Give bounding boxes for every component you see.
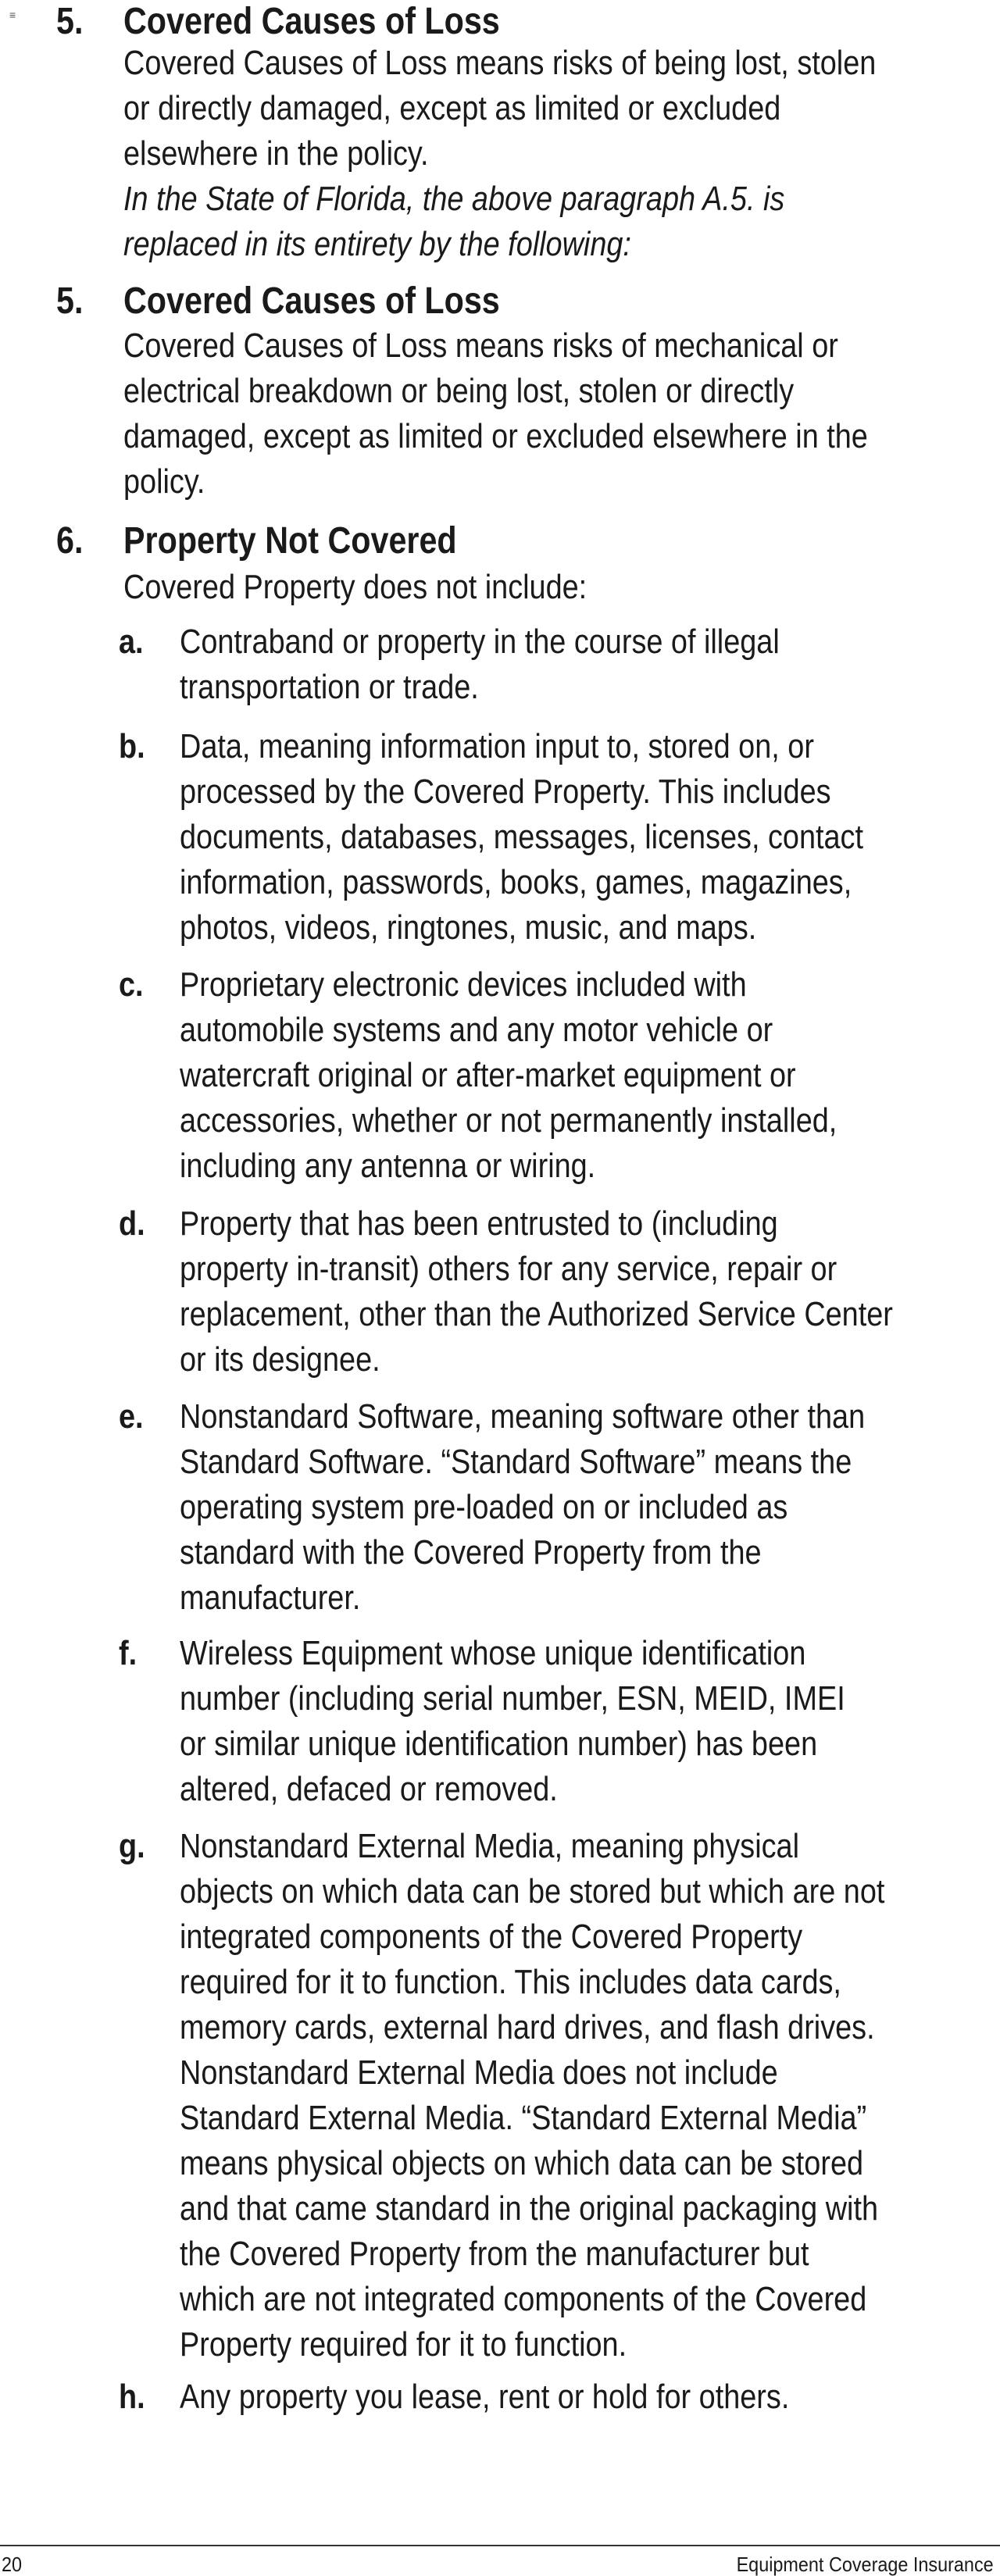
- item-letter: g.: [119, 1827, 145, 1865]
- item-line: Nonstandard External Media does not include: [180, 2053, 778, 2092]
- item-text: [180, 1201, 1000, 1383]
- item-line: Contraband or property in the course of illegal: [180, 623, 780, 661]
- item-text: [180, 2374, 1000, 2420]
- body-line: elsewhere in the policy.: [123, 134, 429, 173]
- item-line: Nonstandard External Media, meaning physical: [180, 1827, 799, 1865]
- item-text: [180, 962, 1000, 1189]
- item-line: memory cards, external hard drives, and flash drives.: [180, 2008, 875, 2046]
- item-line: means physical objects on which data can be stored: [180, 2144, 864, 2182]
- item-text: [180, 619, 1000, 710]
- item-line: manufacturer.: [180, 1579, 361, 1617]
- item-line: standard with the Covered Property from the: [180, 1533, 762, 1572]
- body-line: Covered Causes of Loss means risks of mechanical or: [123, 326, 838, 365]
- item-line: watercraft original or after-market equipment or: [180, 1056, 796, 1094]
- section-body: [123, 41, 1000, 267]
- section-title: Property Not Covered: [123, 520, 457, 562]
- page-number: 20: [2, 2553, 23, 2576]
- item-line: required for it to function. This includes data cards,: [180, 1963, 841, 2001]
- item-line: the Covered Property from the manufacturer but: [180, 2235, 809, 2273]
- item-line: replacement, other than the Authorized Service Center: [180, 1295, 893, 1333]
- item-line: or similar unique identification number) has been: [180, 1725, 818, 1763]
- item-letter: a.: [119, 623, 144, 661]
- florida-note-line: In the State of Florida, the above paragraph A.5. is: [123, 180, 785, 218]
- body-line: damaged, except as limited or excluded elsewhere in the: [123, 417, 868, 455]
- body-line: electrical breakdown or being lost, stolen or directly: [123, 372, 795, 410]
- item-letter: h.: [119, 2378, 145, 2416]
- body-line: policy.: [123, 462, 205, 501]
- item-line: property in-transit) others for any service, repair or: [180, 1250, 838, 1288]
- item-text: [180, 1824, 1000, 2367]
- item-line: transportation or trade.: [180, 668, 479, 706]
- item-text: [180, 1394, 1000, 1621]
- corner-mark-icon: ≡: [9, 9, 16, 21]
- item-text: [180, 1631, 1000, 1812]
- item-line: altered, defaced or removed.: [180, 1770, 558, 1808]
- item-line: Standard External Media. “Standard External Media”: [180, 2099, 867, 2137]
- item-line: Standard Software. “Standard Software” means the: [180, 1443, 852, 1481]
- item-line: Property required for it to function.: [180, 2325, 627, 2364]
- item-line: Property that has been entrusted to (including: [180, 1204, 778, 1243]
- section-number: 6.: [56, 520, 84, 562]
- body-line: or directly damaged, except as limited or excluded: [123, 89, 781, 127]
- florida-note-line: replaced in its entirety by the following:: [123, 225, 631, 263]
- item-line: automobile systems and any motor vehicle or: [180, 1011, 773, 1049]
- item-line: Wireless Equipment whose unique identification: [180, 1634, 806, 1672]
- item-line: documents, databases, messages, licenses, contact: [180, 818, 863, 856]
- item-line: and that came standard in the original packaging with: [180, 2189, 879, 2228]
- item-line: Data, meaning information input to, stored on, or: [180, 727, 814, 765]
- item-line: including any antenna or wiring.: [180, 1147, 596, 1185]
- page-footer: [0, 2545, 1000, 2576]
- item-letter: d.: [119, 1204, 145, 1243]
- item-line: Any property you lease, rent or hold for others.: [180, 2378, 790, 2416]
- item-line: Proprietary electronic devices included with: [180, 965, 747, 1004]
- item-line: which are not integrated components of the Covered: [180, 2280, 867, 2318]
- item-line: or its designee.: [180, 1340, 380, 1379]
- section-title: Covered Causes of Loss: [123, 280, 500, 322]
- document-title: [708, 2553, 994, 2576]
- item-line: operating system pre-loaded on or included as: [180, 1488, 788, 1526]
- item-line: processed by the Covered Property. This includes: [180, 772, 831, 811]
- item-line: photos, videos, ringtones, music, and maps.: [180, 908, 757, 947]
- item-letter: c.: [119, 965, 144, 1004]
- item-letter: e.: [119, 1397, 144, 1436]
- section-number: 5.: [56, 280, 84, 322]
- item-text: [180, 724, 1000, 951]
- intro-line: Covered Property does not include:: [123, 568, 588, 606]
- section-title: Covered Causes of Loss: [123, 1, 500, 42]
- section-intro: [123, 565, 1000, 610]
- item-line: integrated components of the Covered Property: [180, 1918, 803, 1956]
- item-line: Nonstandard Software, meaning software other than: [180, 1397, 866, 1436]
- item-line: objects on which data can be stored but which are not: [180, 1872, 885, 1911]
- document-title-text: Equipment Coverage Insurance: [736, 2553, 994, 2576]
- item-letter: f.: [119, 1634, 138, 1672]
- item-line: number (including serial number, ESN, MEID, IMEI: [180, 1679, 845, 1718]
- section-number: 5.: [56, 1, 84, 42]
- body-line: Covered Causes of Loss means risks of being lost, stolen: [123, 44, 877, 82]
- item-line: information, passwords, books, games, magazines,: [180, 863, 852, 901]
- section-body: [123, 323, 1000, 505]
- item-letter: b.: [119, 727, 145, 765]
- item-line: accessories, whether or not permanently installed,: [180, 1101, 838, 1140]
